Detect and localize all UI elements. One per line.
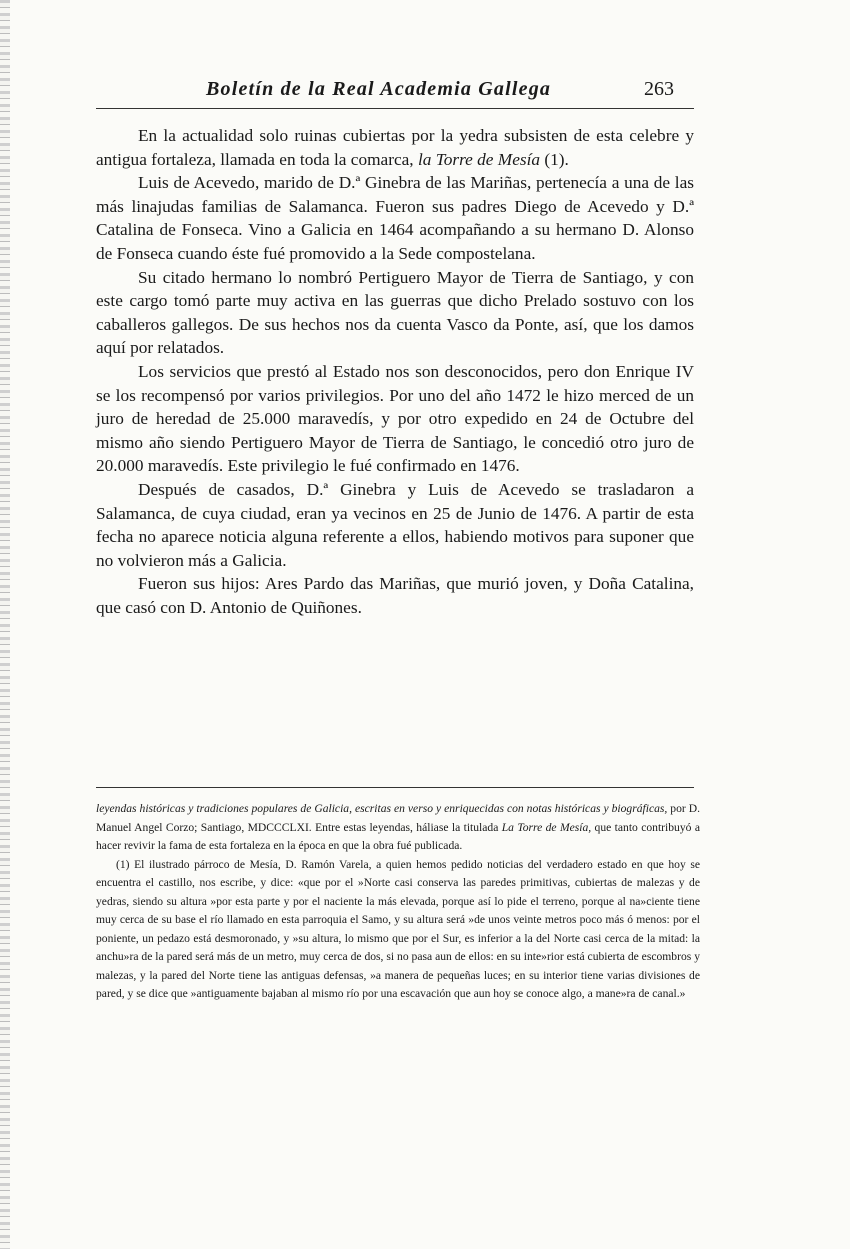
footnote-1: (1) El ilustrado párroco de Mesía, D. Ramón Varela, a quien hemos pedido noticias del verdadero estado en que hoy se encuentra el castillo, nos escribe, y dice: «que por el »Norte casi conserva las paredes primitivas, cubiertas de malezas y de yedras, siendo su altura »por esta parte y por el naciente la más elevada, porque así lo pide el terreno, porque al na»ciente tiene muy cerca de su base el río llamado en esta parroquia el Samo, y su altura será »de unos veinte metros poco más ó menos: por el poniente, un pedazo está desmoronado, y »su altura, lo mismo que por el Sur, es inferior a la del Norte casi cerca de la mitad: la anchu»ra de la pared será más de un metro, muy cerca de dos, si no pasa aun de ellos: en su inte»rior está cubierta de escombros y malezas, y la pared del Norte tiene las antiguas defensas, »a manera de pequeñas luces; en su interior tiene varias divisiones de pared, y se dice que »antiguamente bajaban al mismo río por una escavación que aun hoy se conoce algo, a mane»ra de canal.» xyxy=(96,857,700,1000)
scanned-page-edge xyxy=(0,0,10,1249)
paragraph-2: Luis de Acevedo, marido de D.ª Ginebra de las Mariñas, pertenecía a una de las más linajudas familias de Salamanca. Fueron sus padres Diego de Acevedo y D.ª Catalina de Fonseca. Vino a Galicia en 1464 acompañando a su hermano D. Alonso de Fonseca cuando éste fué promovido a la Sede compostelana. xyxy=(96,173,694,263)
running-title: Boletín de la Real Academia Gallega xyxy=(206,78,552,100)
paragraph-6: Fueron sus hijos: Ares Pardo das Mariñas, que murió joven, y Doña Catalina, que casó con D. Antonio de Quiñones. xyxy=(96,574,694,617)
paragraph-5: Después de casados, D.ª Ginebra y Luis de Acevedo se trasladaron a Salamanca, de cuya ciudad, eran ya vecinos en 25 de Junio de 1476. A partir de esta fecha no aparece noticia alguna referente a ellos, habiendo motivos para suponer que no volvieron más a Galicia. xyxy=(96,479,694,570)
footnote-continuation-text-1: por D. Manuel Angel Corzo; Santiago, MDCCCLXI. Entre estas leyendas, háliase la titulada xyxy=(96,802,700,834)
footnote-ref: (1). xyxy=(540,149,569,169)
footnote-continuation-text-2: que tanto contribuyó a hacer revivir la fama de esta fortaleza en la época en que la obra fué publicada. xyxy=(96,820,700,852)
footnote-divider xyxy=(96,787,694,788)
paragraph-1-italic: la Torre de Mesía xyxy=(417,149,541,169)
footnote-continuation-italic-2: La Torre de Mesía, xyxy=(501,820,592,834)
footnotes xyxy=(96,800,700,1004)
footnote-continuation xyxy=(96,800,700,856)
paragraph-1-text: En la actualidad solo ruinas cubiertas por la yedra subsisten de esta celebre y antigua fortaleza, llamada en toda la comarca, xyxy=(96,126,694,169)
page-header xyxy=(96,74,694,109)
paragraph-1 xyxy=(96,124,694,171)
footnote-continuation-italic-1: leyendas históricas y tradiciones populares de Galicia, escritas en verso y enriquecidas con notas históricas y biográficas, xyxy=(96,802,668,815)
page-number: 263 xyxy=(644,78,674,100)
main-text xyxy=(96,124,694,619)
paragraph-4: Los servicios que prestó al Estado nos son desconocidos, pero don Enrique IV se los recompensó por varios privilegios. Por uno del año 1472 le hizo merced de un juro de heredad de 25.000 maravedís, y por otro expedido en 24 de Octubre del mismo año siendo Pertiguero Mayor de Tierra de Santiago, le concedió otro juro de 20.000 maravedís. Este privilegio le fué confirmado en 1476. xyxy=(96,361,694,476)
paragraph-3: Su citado hermano lo nombró Pertiguero Mayor de Tierra de Santiago, y con este cargo tomó parte muy activa en las guerras que dicho Prelado sostuvo con los caballeros gallegos. De sus hechos nos da cuenta Vasco da Ponte, así, que los damos aquí por relatados. xyxy=(96,267,694,358)
